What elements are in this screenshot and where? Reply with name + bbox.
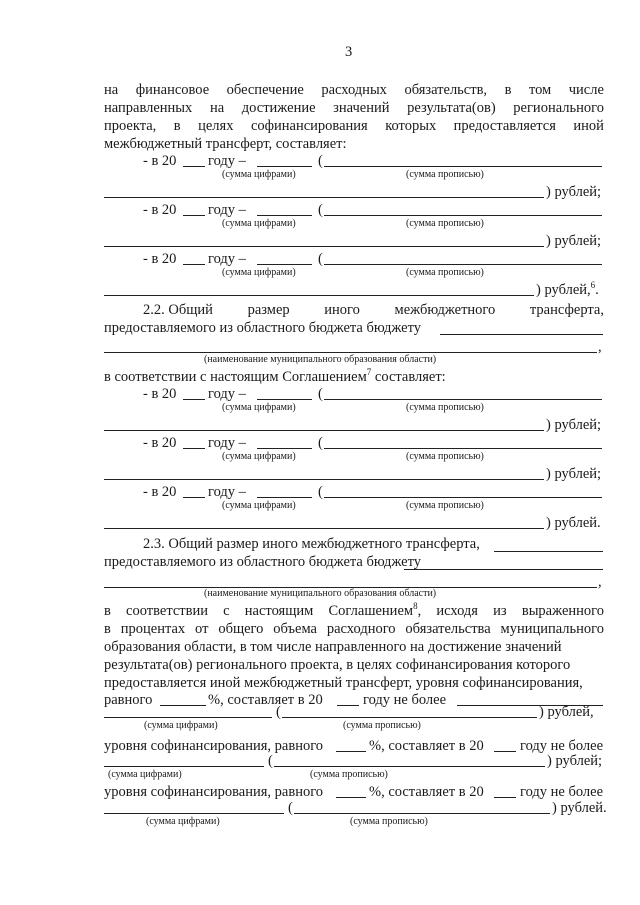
section-2-2-line-3: в соответствии с настоящим Соглашением$^7$ составляет: (104, 367, 446, 385)
amount-digits-field[interactable] (257, 448, 312, 449)
caption-digits: (сумма цифрами) (222, 402, 296, 413)
word: расходных (321, 82, 387, 98)
caption-digits: (сумма цифрами) (146, 816, 220, 827)
word: муниципального (500, 621, 604, 637)
open-paren: ( (268, 753, 273, 769)
caption-digits: (сумма цифрами) (222, 267, 296, 278)
year-field[interactable] (183, 399, 205, 400)
amount-digits-field[interactable] (104, 813, 284, 814)
level-year-label: %, составляет в 20 (369, 738, 484, 754)
municipality-caption: (наименование муниципального образования области) (204, 354, 437, 365)
section-2-2-line-2: предоставляемого из областного бюджета бюджету (104, 320, 422, 336)
word: результата(ов) (407, 100, 496, 116)
rubles-label: ) рублей,$^6$. (536, 280, 599, 298)
year-field[interactable] (494, 797, 516, 798)
year-suffix: году – (208, 251, 246, 267)
page-number: 3 (345, 44, 353, 60)
year-prefix: - в 20 (143, 202, 177, 218)
level-field[interactable] (336, 751, 366, 752)
level-year-label: %, составляет в 20 (369, 784, 484, 800)
word: которых (385, 118, 437, 134)
word: на (104, 82, 119, 98)
section-2-3-line-1: 2.3. Общий размер иного межбюджетного трансферта, (143, 536, 480, 552)
section-2-3-line-6: результата(ов) регионального проекта, в целях софинансирования которого (104, 657, 571, 673)
word: проекта, (104, 118, 157, 134)
amount-words-field[interactable] (324, 399, 602, 400)
year-suffix: году – (208, 435, 246, 451)
municipality-caption-2: (наименование муниципального образования области) (204, 588, 437, 599)
word: межбюджетного (394, 302, 496, 318)
word: 2.2. Общий (143, 302, 213, 318)
level-label: уровня софинансирования, равного (104, 784, 324, 800)
section-2-3-line-2: предоставляемого из областного бюджета бюджету (104, 554, 422, 570)
section-2-3-line-7: предоставляется иной межбюджетный трансферт, уровня софинансирования, (104, 675, 583, 691)
level-end-label: году не более (520, 784, 604, 800)
open-paren: ( (318, 386, 323, 402)
intro-line-3 (104, 118, 604, 134)
amount-words-cont[interactable] (104, 197, 544, 198)
year-suffix: году – (208, 386, 246, 402)
amount-words-field[interactable] (324, 497, 602, 498)
amount-words-cont[interactable] (104, 479, 544, 480)
year-field[interactable] (494, 751, 516, 752)
section-2-3-line-8a: равного (104, 692, 153, 708)
year-prefix: - в 20 (143, 484, 177, 500)
recipient-field[interactable] (494, 551, 603, 552)
year-field[interactable] (183, 448, 205, 449)
amount-digits-field[interactable] (257, 215, 312, 216)
rubles-label: ) рублей; (547, 753, 603, 769)
intro-line-4: межбюджетный трансферт, составляет: (104, 136, 347, 152)
word: регионального (513, 100, 604, 116)
word: процентах (120, 621, 186, 637)
word: достижение (241, 100, 316, 116)
year-prefix: - в 20 (143, 153, 177, 169)
amount-digits-field[interactable] (257, 399, 312, 400)
word: том (528, 82, 552, 98)
word: расходного (326, 621, 396, 637)
open-paren: ( (318, 435, 323, 451)
open-paren: ( (318, 484, 323, 500)
caption-digits: (сумма цифрами) (222, 218, 296, 229)
word: объема (273, 621, 317, 637)
year-prefix: - в 20 (143, 435, 177, 451)
word: обеспечение (226, 82, 304, 98)
caption-digits: (сумма цифрами) (144, 720, 218, 731)
caption-words: (сумма прописью) (406, 169, 484, 180)
caption-digits: (сумма цифрами) (222, 451, 296, 462)
amount-digits-field[interactable] (104, 766, 264, 767)
amount-digits-field[interactable] (257, 497, 312, 498)
section-2-3-comma: , (598, 574, 602, 590)
amount-digits-field[interactable] (104, 717, 272, 718)
word: иной (573, 118, 604, 134)
word: предоставляется (453, 118, 556, 134)
word: направленных (104, 100, 193, 116)
caption-words: (сумма прописью) (406, 402, 484, 413)
rubles-label: ) рублей; (546, 417, 602, 433)
amount-digits-field[interactable] (257, 264, 312, 265)
year-field[interactable] (183, 264, 205, 265)
section-2-3-line-8b: %, составляет в 20 (208, 692, 323, 708)
amount-words-cont[interactable] (104, 430, 544, 431)
caption-words: (сумма прописью) (310, 769, 388, 780)
caption-words: (сумма прописью) (406, 451, 484, 462)
level-end-label: году не более (520, 738, 604, 754)
year-prefix: - в 20 (143, 251, 177, 267)
section-2-2-comma: , (598, 339, 602, 355)
intro-line-1 (104, 82, 604, 98)
amount-words-field[interactable] (274, 766, 545, 767)
municipality-field-cont[interactable] (104, 352, 597, 353)
caption-words: (сумма прописью) (406, 218, 484, 229)
amount-words-field[interactable] (324, 264, 602, 265)
municipality-field[interactable] (440, 334, 603, 335)
word: от (195, 621, 209, 637)
caption-digits: (сумма цифрами) (222, 500, 296, 511)
word: размер (247, 302, 290, 318)
word: обязательства (405, 621, 491, 637)
open-paren: ( (318, 202, 323, 218)
section-2-3-line-4 (104, 621, 604, 637)
year-prefix: - в 20 (143, 386, 177, 402)
year-field-s23-1[interactable] (337, 705, 359, 706)
word: числе (568, 82, 604, 98)
word: софинансирования (250, 118, 368, 134)
word: значений (333, 100, 390, 116)
caption-digits: (сумма цифрами) (108, 769, 182, 780)
open-paren: ( (276, 704, 281, 720)
year-field[interactable] (183, 166, 205, 167)
year-suffix: году – (208, 202, 246, 218)
rubles-label: ) рублей; (546, 466, 602, 482)
amount-words-field[interactable] (324, 166, 602, 167)
amount-words-field[interactable] (282, 717, 537, 718)
amount-words-field[interactable] (324, 448, 602, 449)
amount-words-field[interactable] (324, 215, 602, 216)
caption-words: (сумма прописью) (350, 816, 428, 827)
word: иного (324, 302, 360, 318)
amount-words-cont[interactable] (104, 528, 544, 529)
year-suffix: году – (208, 153, 246, 169)
open-paren: ( (318, 251, 323, 267)
level-field[interactable] (336, 797, 366, 798)
word: в (104, 621, 111, 637)
word: обязательств, (404, 82, 488, 98)
year-field[interactable] (183, 215, 205, 216)
rubles-label: ) рублей, (539, 704, 594, 720)
year-suffix: году – (208, 484, 246, 500)
caption-words: (сумма прописью) (406, 500, 484, 511)
open-paren: ( (288, 800, 293, 816)
level-field-1[interactable] (160, 705, 206, 706)
word: финансовое (135, 82, 210, 98)
rubles-label: ) рублей. (546, 515, 601, 531)
section-2-3-line-3: в соответствии с настоящим Соглашением$^8$, исходя из выраженного (104, 601, 604, 619)
rubles-label: ) рублей; (546, 184, 602, 200)
section-2-3-line-5: образования области, в том числе направленного на достижение значений (104, 639, 562, 655)
caption-words: (сумма прописью) (343, 720, 421, 731)
word: в (504, 82, 512, 98)
caption-digits: (сумма цифрами) (222, 169, 296, 180)
word: целях (198, 118, 234, 134)
amount-digits-field[interactable] (257, 166, 312, 167)
amount-words-field[interactable] (294, 813, 550, 814)
section-2-3-line-8c: году не более (363, 692, 447, 708)
rubles-label: ) рублей; (546, 233, 602, 249)
word: трансферта, (529, 302, 604, 318)
word: на (209, 100, 225, 116)
intro-line-2 (104, 100, 604, 116)
section-2-2-line-1 (143, 302, 604, 318)
word: в (173, 118, 181, 134)
year-field[interactable] (183, 497, 205, 498)
level-label: уровня софинансирования, равного (104, 738, 324, 754)
rubles-label: ) рублей. (552, 800, 607, 816)
recipient-field-2[interactable] (404, 569, 603, 570)
word: общего (218, 621, 264, 637)
open-paren: ( (318, 153, 323, 169)
caption-words: (сумма прописью) (406, 267, 484, 278)
amount-words-cont[interactable] (104, 246, 544, 247)
amount-words-cont[interactable] (104, 295, 534, 296)
